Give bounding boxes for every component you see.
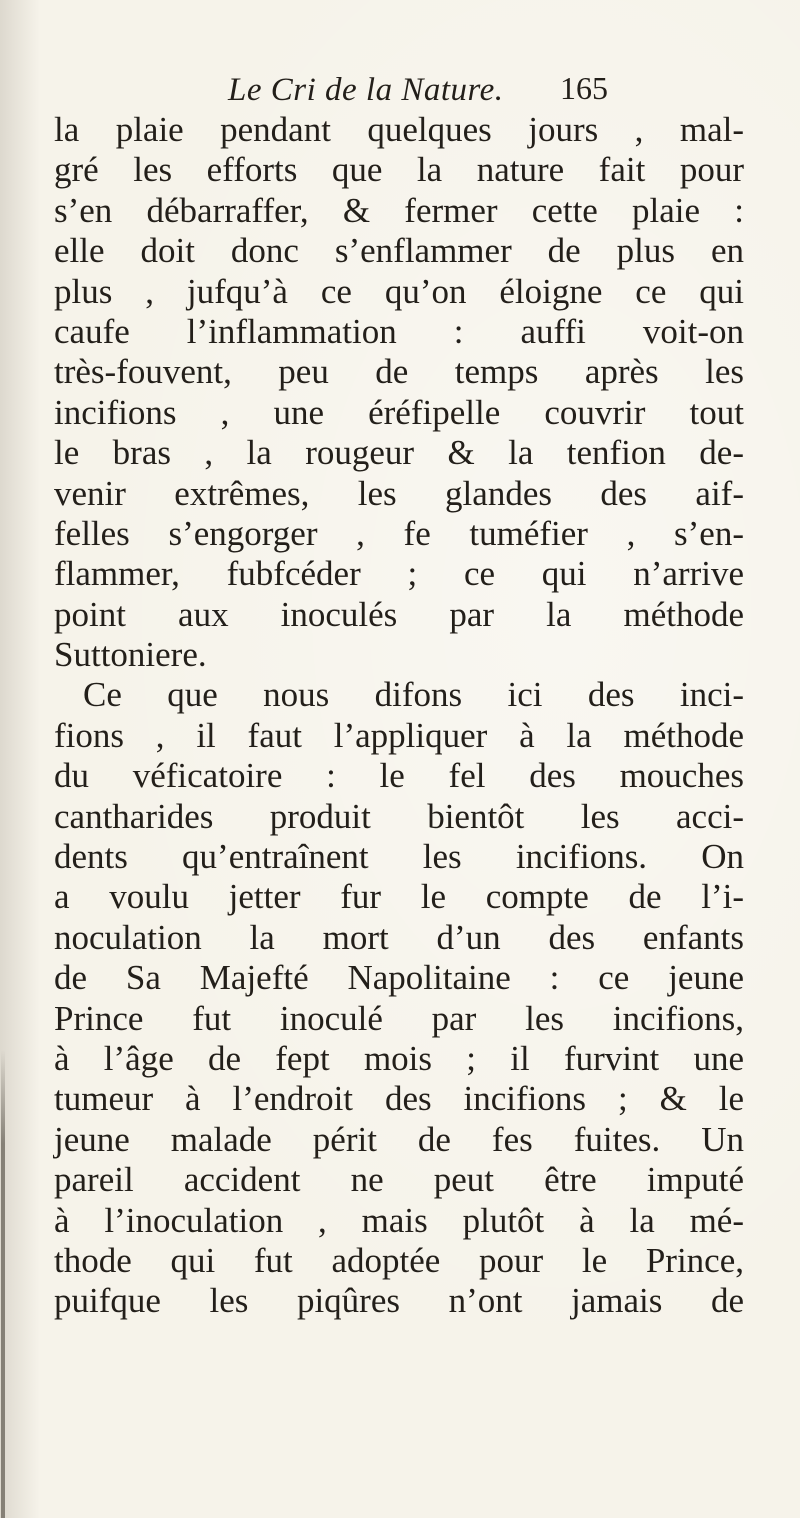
running-title: Le Cri de la Nature. [228,72,504,108]
text-line: gré les efforts que la nature fait pour [54,150,744,190]
text-line: s’en débarraffer, & fermer cette plaie : [54,190,744,230]
text-line: plus , jufqu’à ce qu’on éloigne ce qui [54,271,744,311]
text-line: venir extrêmes, les glandes des aif- [54,473,744,513]
text-line: du véficatoire : le fel des mouches [54,756,744,796]
text-line: caufe l’inflammation : auffi voit-on [54,311,744,351]
page-number: 165 [560,70,608,106]
body-text [54,110,744,1322]
text-line: Prince fut inoculé par les incifions, [54,998,744,1038]
text-line: le bras , la rougeur & la tenfion de- [54,433,744,473]
text-line: a voulu jetter fur le compte de l’i- [54,877,744,917]
text-line: incifions , une éréfipelle couvrir tout [54,392,744,432]
text-line: pareil accident ne peut être imputé [54,1160,744,1200]
text-line: de Sa Majefté Napolitaine : ce jeune [54,958,744,998]
text-line: Ce que nous difons ici des inci- [83,675,744,715]
text-line: noculation la mort d’un des enfants [54,917,744,957]
text-line: elle doit donc s’enflammer de plus en [54,231,744,271]
text-line: cantharides produit bientôt les acci- [54,796,744,836]
text-line: à l’inoculation , mais plutôt à la mé- [54,1200,744,1240]
text-line: flammer, fubfcéder ; ce qui n’arrive [54,554,744,594]
text-line: jeune malade périt de fes fuites. Un [54,1119,744,1159]
page-edge-shadow [0,0,40,1518]
text-line: point aux inoculés par la méthode [54,594,744,634]
binding-edge [1,1050,5,1518]
text-line: thode qui fut adoptée pour le Prince, [54,1240,744,1280]
text-line: dents qu’entraînent les incifions. On [54,837,744,877]
text-line: la plaie pendant quelques jours , mal- [54,110,744,149]
text-line: Suttoniere. [54,635,207,675]
text-line: très-fouvent, peu de temps après les [54,352,744,392]
text-line: fions , il faut l’appliquer à la méthode [54,715,744,755]
text-line: tumeur à l’endroit des incifions ; & le [54,1079,744,1119]
text-line: puifque les piqûres n’ont jamais de [54,1281,744,1321]
text-line: à l’âge de fept mois ; il furvint une [54,1038,744,1078]
text-line: felles s’engorger , fe tuméfier , s’en- [54,513,744,553]
